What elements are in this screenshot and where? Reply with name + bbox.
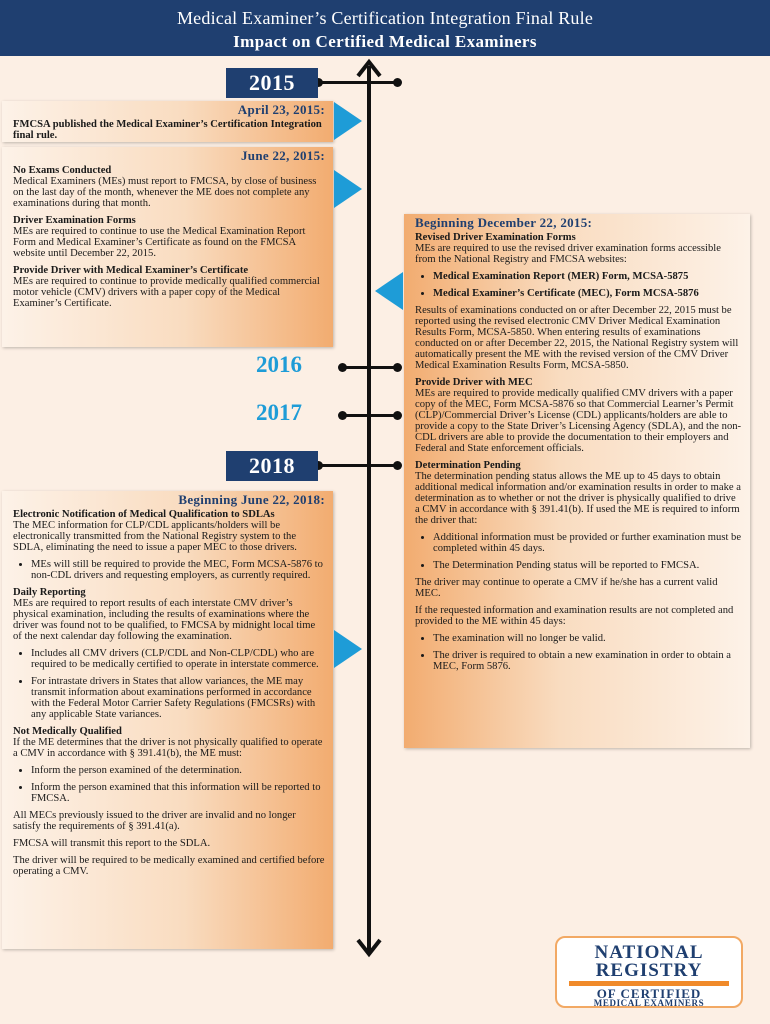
event-june-2015 — [2, 147, 333, 347]
section-text: The driver will be required to be medically examined and certified before operating a CMV. — [13, 855, 325, 877]
section-text: MEs are required to report results of each interstate CMV driver’s physical examination, including the results of examinations where the driver was found not to be qualified, to FMCSA by midnight local time of the next calendar day following the examination. — [13, 598, 316, 642]
event-december-2015 — [404, 214, 750, 748]
bullet-list — [415, 271, 742, 299]
bullet-list — [415, 532, 742, 571]
section-text: FMCSA will transmit this report to the SDLA. — [13, 838, 211, 849]
year-2015-label: 2015 — [226, 68, 318, 98]
event-date: June 22, 2015: — [240, 148, 325, 163]
section-text: MEs are required to continue to provide medically qualified commercial motor vehicle (CMV) drivers with a paper copy of the Medical Examiner’s Certificate. — [13, 276, 320, 309]
list-item: • Inform the person examined that this information will be reported to FMCSA. — [31, 782, 325, 804]
section-title: Not Medically Qualified — [13, 726, 122, 737]
document-subtitle: Impact on Certified Medical Examiners — [233, 32, 537, 51]
logo-line-2: REGISTRY — [595, 960, 703, 981]
section-title: Provide Driver with MEC — [415, 377, 533, 388]
year-2016-label: 2016 — [256, 352, 302, 377]
event-april-2015 — [2, 101, 333, 142]
section-title: Daily Reporting — [13, 587, 86, 598]
section-title: Determination Pending — [415, 460, 521, 471]
section-title: Revised Driver Examination Forms — [415, 232, 576, 243]
section-text: MEs are required to continue to use the Medical Examination Report Form and Medical Examiner’s Certificate as found on the FMCSA website until December 22, 2015. — [13, 226, 306, 259]
section-title: Driver Examination Forms — [13, 215, 136, 226]
tick-2015 — [318, 81, 398, 84]
list-item: • Inform the person examined of the determination. — [31, 765, 325, 776]
year-2018-label: 2018 — [226, 451, 318, 481]
timeline-axis — [367, 66, 371, 952]
list-item: • The driver is required to obtain a new examination in order to obtain a MEC, Form 5876. — [433, 650, 742, 672]
section-text: If the ME determines that the driver is not physically qualified to operate a CMV in accordance with § 391.41(b), the ME must: — [13, 737, 323, 759]
bullet-list — [13, 648, 325, 720]
arrow-down-icon — [356, 938, 382, 958]
section-title: No Exams Conducted — [13, 165, 112, 176]
section-text: Results of examinations conducted on or after December 22, 2015 must be reported using the revised electronic CMV Driver Medical Examination Results Form, MCSA-5850. When entering results of examinations conducted on or after December 22, 2015, the National Registry system will automatically present the ME with the revised version of the CMV Driver Medical Examination Results Form, MCSA-5850. — [415, 305, 739, 371]
national-registry-logo — [555, 936, 743, 1008]
event-text: FMCSA published the Medical Examiner’s Certification Integration final rule. — [13, 119, 322, 141]
section-title: Electronic Notification of Medical Qualification to SDLAs — [13, 509, 275, 520]
bullet-list — [415, 633, 742, 672]
list-item: • MEs will still be required to provide the MEC, Form MCSA-5876 to non-CDL drivers and requesting employers, as currently required. — [31, 559, 325, 581]
list-item: • For intrastate drivers in States that allow variances, the ME may transmit information about examinations performed in accordance with the Federal Motor Carrier Safety Regulations (FMCSRs) with any applicable State variances. — [31, 676, 325, 720]
logo-line-1: NATIONAL — [594, 942, 704, 963]
section-title: Provide Driver with Medical Examiner’s Certificate — [13, 265, 249, 276]
list-item: • Additional information must be provided or further examination must be completed within 45 days. — [433, 532, 742, 554]
event-june-2018 — [2, 491, 333, 949]
bullet-list — [13, 765, 325, 804]
event-date: Beginning December 22, 2015: — [415, 215, 593, 230]
section-text: Medical Examiners (MEs) must report to FMCSA, by close of business on the last day of the month, whenever the ME does not complete any examinations during that month. — [13, 176, 317, 209]
pointer-right-icon — [334, 102, 362, 140]
event-date: Beginning June 22, 2018: — [178, 492, 325, 507]
logo-line-4: MEDICAL EXAMINERS — [593, 998, 705, 1008]
header-banner — [0, 0, 770, 56]
pointer-left-icon — [375, 272, 403, 310]
pointer-right-icon — [334, 170, 362, 208]
year-2017-label: 2017 — [256, 400, 302, 425]
arrow-up-icon — [356, 58, 382, 78]
tick-2018 — [318, 464, 398, 467]
event-date: April 23, 2015: — [237, 102, 325, 117]
section-text: The driver may continue to operate a CMV if he/she has a current valid MEC. — [415, 577, 718, 599]
section-text: MEs are required to provide medically qualified CMV drivers with a paper copy of the MEC, Form MCSA-5876 so that Commercial Learner’s Permit (CLP)/Commercial Driver’s License (CDL) applicants/holders are able to provide a copy to the State Driver’s Licensing Agency (SDLA), and the non-CDL drivers are able to provide the documentation to their employers and Federal and State enforcement officials. — [415, 388, 742, 454]
tick-2016 — [342, 366, 398, 369]
section-text: The determination pending status allows the ME up to 45 days to obtain additional medical information and/or examination results in order to make a determination as to whether or not the driver is physically qualified to drive a CMV in accordance with § 391.41(b). If used the ME is required to inform the driver that: — [415, 471, 741, 526]
section-text: If the requested information and examination results are not completed and provided to the ME within 45 days: — [415, 605, 734, 627]
logo-line-3: OF CERTIFIED — [596, 986, 702, 1001]
list-item: • The Determination Pending status will be reported to FMCSA. — [433, 560, 742, 571]
document-title: Medical Examiner’s Certification Integration Final Rule — [176, 8, 594, 28]
list-item: • Medical Examination Report (MER) Form, MCSA-5875 — [433, 271, 742, 282]
section-text: All MECs previously issued to the driver are invalid and no longer satisfy the requirements of § 391.41(a). — [13, 810, 296, 832]
list-item: • The examination will no longer be valid. — [433, 633, 742, 644]
bullet-list — [13, 559, 325, 581]
tick-2017 — [342, 414, 398, 417]
section-text: MEs are required to use the revised driver examination forms accessible from the National Registry and FMCSA websites: — [415, 243, 721, 265]
list-item: • Medical Examiner’s Certificate (MEC), Form MCSA-5876 — [433, 288, 742, 299]
list-item: • Includes all CMV drivers (CLP/CDL and Non-CLP/CDL) who are required to be medically certified to operate in interstate commerce. — [31, 648, 325, 670]
section-text: The MEC information for CLP/CDL applicants/holders will be electronically transmitted from the National Registry system to the SDLA, eliminating the need to issue a paper MEC to those drivers. — [13, 520, 297, 553]
pointer-right-icon — [334, 630, 362, 668]
